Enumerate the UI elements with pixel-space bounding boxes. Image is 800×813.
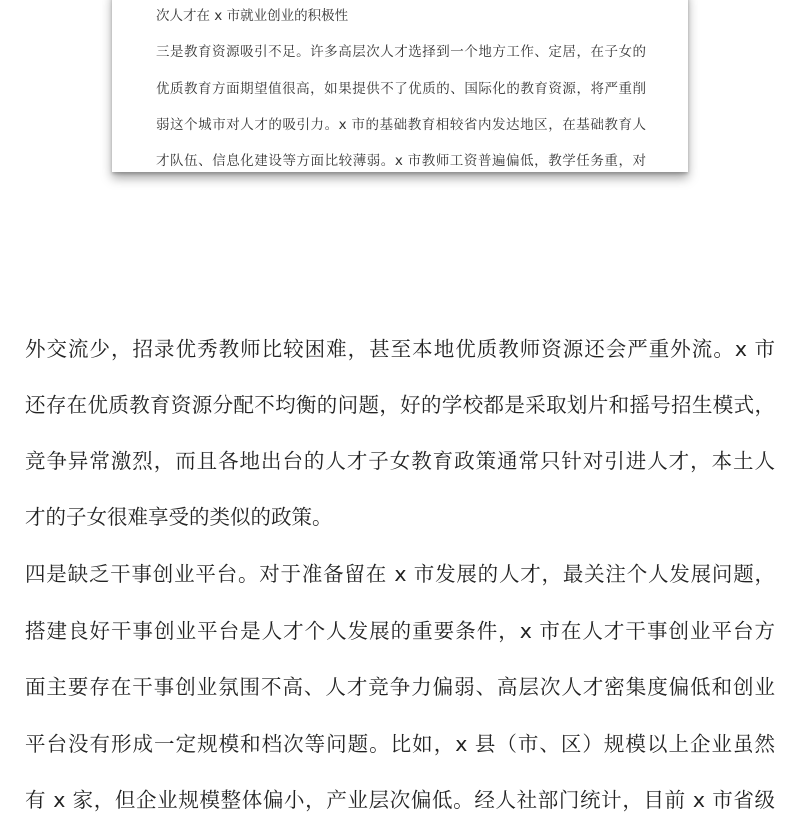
card-text-line: 三是教育资源吸引不足。许多高层次人才选择到一个地方工作、定居，在子女的 <box>156 44 646 60</box>
card-text-line: 优质教育方面期望值很高，如果提供不了优质的、国际化的教育资源，将严重削 <box>156 81 646 97</box>
card-text-line: 次人才在 x 市就业创业的积极性 <box>156 8 349 24</box>
body-text-line: 四是缺乏干事创业平台。对于准备留在 x 市发展的人才，最关注个人发展问题， <box>25 562 775 586</box>
body-text-line: 有 x 家，但企业规模整体偏小，产业层次偏低。经人社部门统计，目前 x 市省级 <box>25 788 775 812</box>
body-text-line: 才的子女很难享受的类似的政策。 <box>25 505 333 529</box>
body-text-line: 还存在优质教育资源分配不均衡的问题，好的学校都是采取划片和摇号招生模式， <box>25 393 775 417</box>
body-text-line: 面主要存在干事创业氛围不高、人才竞争力偏弱、高层次人才密集度偏低和创业 <box>25 675 775 699</box>
body-text-line: 搭建良好干事创业平台是人才个人发展的重要条件，x 市在人才干事创业平台方 <box>25 619 775 643</box>
body-text-line: 平台没有形成一定规模和档次等问题。比如，x 县（市、区）规模以上企业虽然 <box>25 732 775 756</box>
body-text-line: 竞争异常激烈，而且各地出台的人才子女教育政策通常只针对引进人才，本土人 <box>25 449 775 473</box>
card-text-line: 弱这个城市对人才的吸引力。x 市的基础教育相较省内发达地区，在基础教育人 <box>156 117 646 133</box>
body-text-line: 外交流少，招录优秀教师比较困难，甚至本地优质教师资源还会严重外流。x 市 <box>25 337 775 361</box>
document-page-preview <box>112 0 688 172</box>
card-text-line: 才队伍、信息化建设等方面比较薄弱。x 市教师工资普遍偏低，教学任务重，对 <box>156 153 646 169</box>
